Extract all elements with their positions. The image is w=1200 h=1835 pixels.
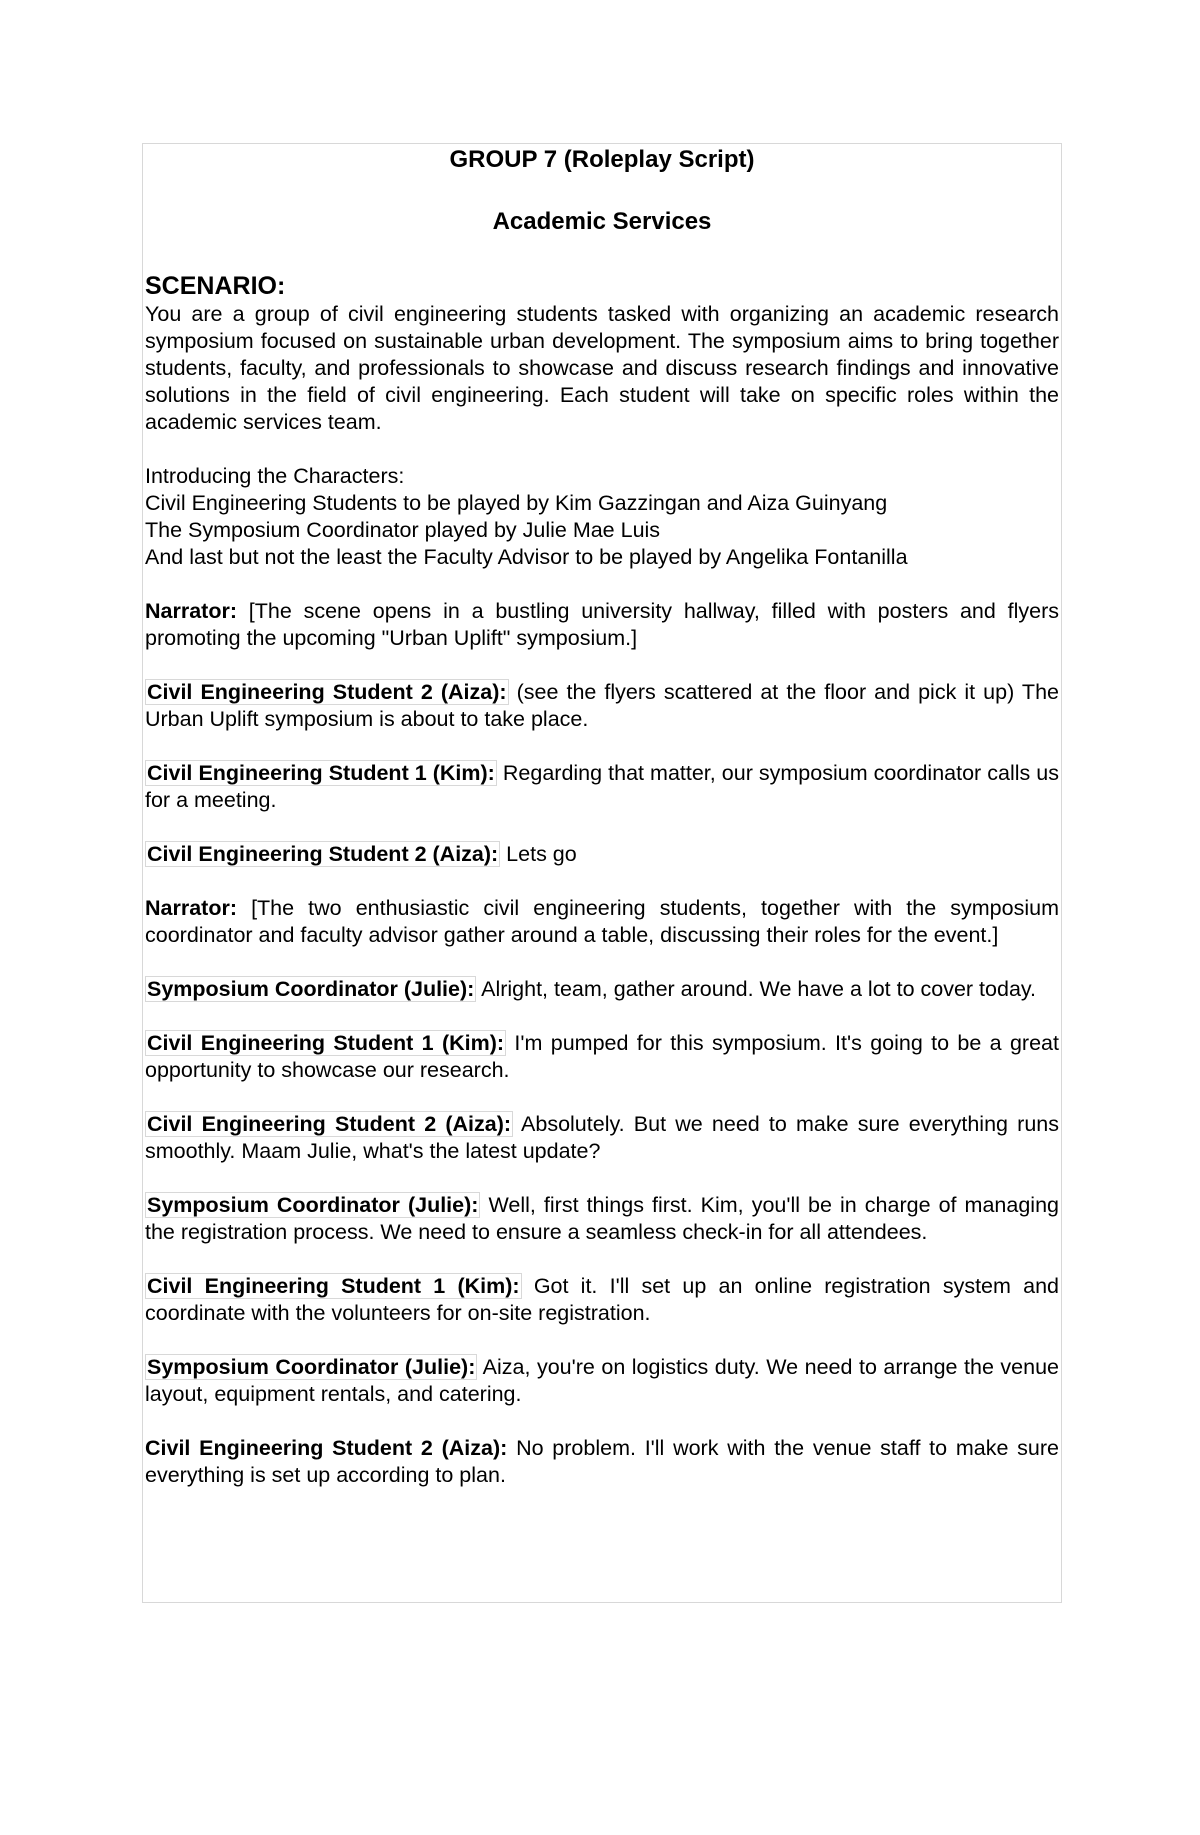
speaker-label: Civil Engineering Student 2 (Aiza): bbox=[147, 1112, 512, 1136]
characters-intro: Introducing the Characters: bbox=[145, 464, 405, 488]
speaker-label: Civil Engineering Student 2 (Aiza): bbox=[147, 842, 499, 866]
dialogue-text: I'm pumped for this symposium. It's going to be a great opportunity to showcase our research. bbox=[145, 1031, 1059, 1082]
dialogue-entry bbox=[145, 976, 1059, 1003]
dialogue-entry bbox=[145, 760, 1059, 814]
speaker-label: Symposium Coordinator (Julie): bbox=[147, 977, 475, 1001]
speaker-label: Symposium Coordinator (Julie): bbox=[147, 1355, 476, 1379]
document-title: GROUP 7 (Roleplay Script) bbox=[449, 146, 755, 173]
dialogue-text: [The scene opens in a bustling university hallway, filled with posters and flyers promoting the upcoming "Urban Uplift" symposium.] bbox=[145, 599, 1059, 650]
dialogue-text: Regarding that matter, our symposium coordinator calls us for a meeting. bbox=[145, 761, 1059, 812]
speaker-label: Civil Engineering Student 2 (Aiza): bbox=[147, 680, 507, 704]
dialogue-entry bbox=[145, 1354, 1059, 1408]
character-line: The Symposium Coordinator played by Julie Mae Luis bbox=[145, 518, 661, 542]
dialogue-entry bbox=[145, 1273, 1059, 1327]
dialogue-text: Got it. I'll set up an online registration system and coordinate with the volunteers for on-site registration. bbox=[145, 1274, 1060, 1325]
speaker-label: Narrator: bbox=[145, 599, 237, 623]
dialogue-entry bbox=[145, 895, 1059, 949]
dialogue-entry bbox=[145, 679, 1059, 733]
document-body bbox=[142, 143, 1062, 1489]
dialogue-entry bbox=[145, 1192, 1059, 1246]
speaker-label: Symposium Coordinator (Julie): bbox=[147, 1193, 479, 1217]
dialogue-entry bbox=[145, 598, 1059, 652]
speaker-label: Civil Engineering Student 1 (Kim): bbox=[147, 761, 495, 785]
scenario-heading: SCENARIO: bbox=[145, 272, 286, 300]
dialogue-entry bbox=[145, 1111, 1059, 1165]
dialogue-text: Alright, team, gather around. We have a lot to cover today. bbox=[476, 977, 1037, 1001]
dialogue-entry bbox=[145, 841, 1059, 868]
dialogue-entry bbox=[145, 1030, 1059, 1084]
speaker-label: Civil Engineering Student 1 (Kim): bbox=[147, 1031, 505, 1055]
speaker-label: Civil Engineering Student 2 (Aiza): bbox=[145, 1436, 508, 1460]
dialogue-text: Aiza, you're on logistics duty. We need to arrange the venue layout, equipment rentals, and catering. bbox=[145, 1355, 1059, 1406]
dialogue-text: (see the flyers scattered at the floor and pick it up) The Urban Uplift symposium is about to take place. bbox=[145, 680, 1059, 731]
character-line: Civil Engineering Students to be played by Kim Gazzingan and Aiza Guinyang bbox=[145, 491, 888, 515]
dialogue-text: Well, first things first. Kim, you'll be in charge of managing the registration process. We need to ensure a seamless check-in for all attendees. bbox=[145, 1193, 1059, 1244]
scenario-paragraph: You are a group of civil engineering students tasked with organizing an academic research symposium focused on sustainable urban development. The symposium aims to bring together students, faculty, and professionals to showcase and discuss research findings and innovative solutions in the field of civil engineering. Each student will take on specific roles within the academic services team. bbox=[145, 302, 1059, 434]
dialogue-entry bbox=[145, 1435, 1059, 1489]
document-subtitle: Academic Services bbox=[492, 208, 712, 235]
speaker-label: Civil Engineering Student 1 (Kim): bbox=[147, 1274, 520, 1298]
speaker-label: Narrator: bbox=[145, 896, 237, 920]
character-line: And last but not the least the Faculty Advisor to be played by Angelika Fontanilla bbox=[145, 545, 908, 569]
dialogue-text: Absolutely. But we need to make sure everything runs smoothly. Maam Julie, what's the latest update? bbox=[145, 1112, 1059, 1163]
dialogue-text: [The two enthusiastic civil engineering students, together with the symposium coordinator and faculty advisor gather around a table, discussing their roles for the event.] bbox=[145, 896, 1059, 947]
dialogue-text: No problem. I'll work with the venue staff to make sure everything is set up according to plan. bbox=[145, 1436, 1059, 1487]
dialogue-text: Lets go bbox=[500, 842, 577, 866]
characters-section bbox=[145, 463, 1059, 571]
